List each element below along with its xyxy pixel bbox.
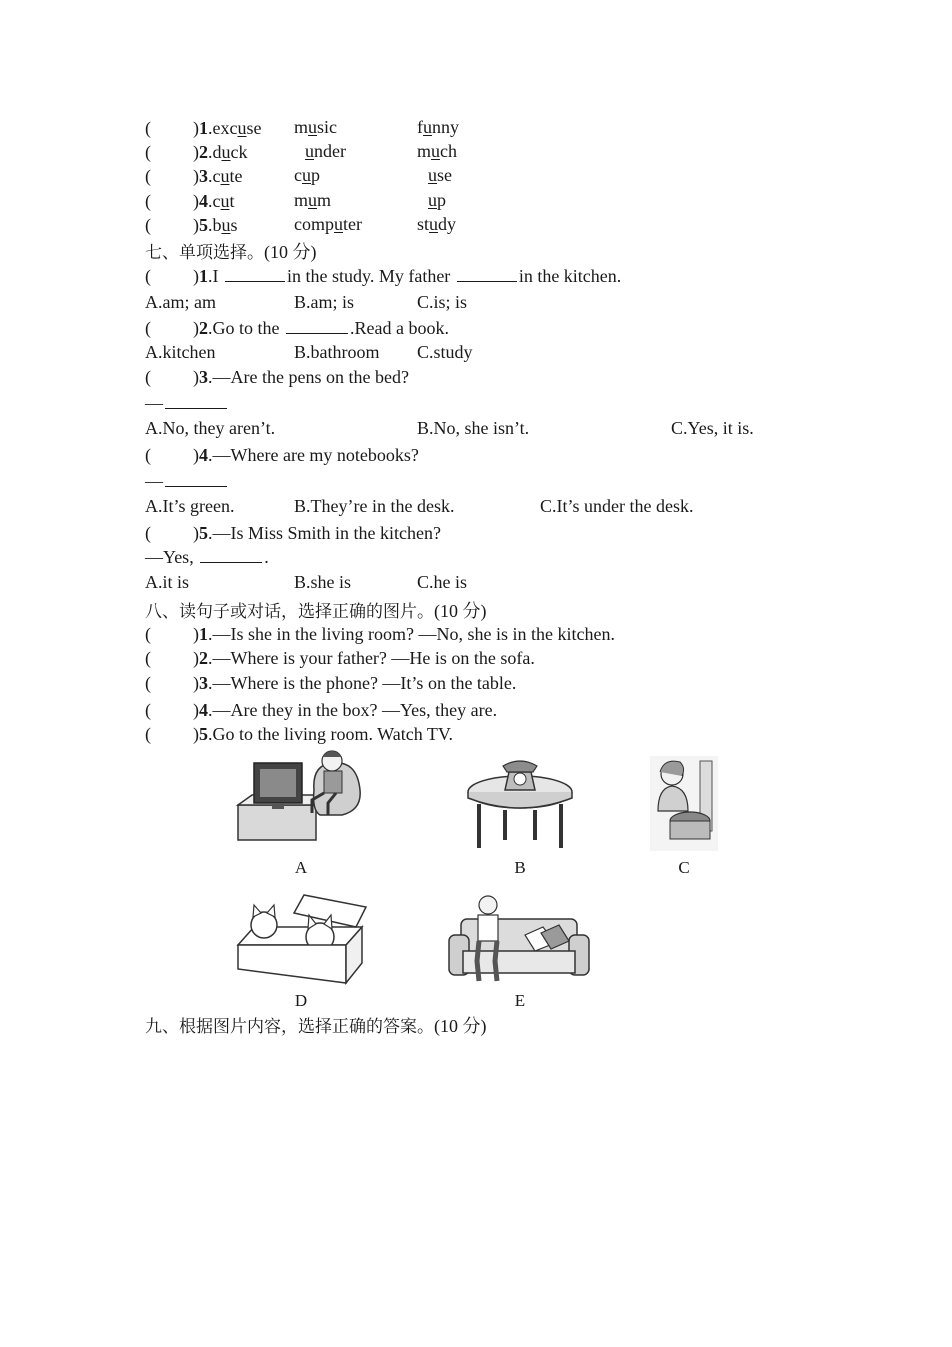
answer-paren[interactable]: ( [145, 191, 151, 211]
answer-paren[interactable]: ( [145, 215, 151, 235]
question-7-4: ( )4.—Where are my notebooks? [145, 445, 419, 465]
phonics-row-2: ( )2.duck [145, 142, 248, 162]
answer-blank[interactable] [225, 267, 285, 282]
phonics-row-3: ( )3.cute [145, 166, 243, 186]
option-a: A.kitchen [145, 342, 216, 362]
phonics-row-4: ( )4.cut [145, 191, 235, 211]
option-c: C.Yes, it is. [671, 418, 754, 438]
question-8-3: ( )3.—Where is the phone? —It’s on the table. [145, 673, 517, 693]
man-on-sofa-icon [443, 893, 595, 988]
answer-blank[interactable] [200, 548, 262, 563]
phonics-word: music [294, 117, 338, 137]
picture-label-a: A [294, 858, 308, 877]
picture-label-c: C [678, 858, 690, 877]
phonics-word: much [417, 141, 458, 161]
phonics-word: mum [294, 190, 332, 210]
phonics-row-5: ( )5.bus [145, 215, 238, 235]
phone-on-table-icon [465, 752, 575, 852]
picture-label-d: D [294, 991, 308, 1010]
answer-paren[interactable]: ( [145, 367, 151, 387]
answer-paren[interactable]: ( [145, 523, 151, 543]
option-b: B.am; is [294, 292, 355, 312]
option-c: C.study [417, 342, 473, 362]
phonics-word: use [428, 165, 452, 185]
answer-blank[interactable] [457, 267, 517, 282]
answer-paren[interactable]: ( [145, 266, 151, 286]
answer-blank[interactable] [286, 319, 348, 334]
answer-line: —Yes, . [145, 547, 269, 567]
answer-paren[interactable]: ( [145, 166, 151, 186]
answer-paren[interactable]: ( [145, 118, 151, 138]
option-a: A.No, they aren’t. [145, 418, 276, 438]
question-7-3: ( )3.—Are the pens on the bed? [145, 367, 409, 387]
option-c: C.he is [417, 572, 468, 592]
phonics-word: computer [294, 214, 362, 234]
option-b: B.bathroom [294, 342, 380, 362]
option-b: B.They’re in the desk. [294, 496, 455, 516]
answer-paren[interactable]: ( [145, 648, 151, 668]
option-c: C.is; is [417, 292, 468, 312]
option-a: A.It’s green. [145, 496, 235, 516]
option-c: C.It’s under the desk. [540, 496, 694, 516]
option-b: B.she is [294, 572, 352, 592]
question-7-2: ( )2.Go to the .Read a book. [145, 318, 449, 338]
option-a: A.it is [145, 572, 190, 592]
answer-line: — [145, 471, 229, 492]
section-8-heading: 八、读句子或对话，选择正确的图片。(10 分) [145, 601, 487, 622]
phonics-word: cup [294, 165, 320, 185]
option-b: B.No, she isn’t. [417, 418, 530, 438]
phonics-word: funny [417, 117, 459, 137]
picture-label-b: B [514, 858, 526, 877]
answer-blank[interactable] [165, 394, 227, 409]
answer-paren[interactable]: ( [145, 318, 151, 338]
question-8-5: ( )5.Go to the living room. Watch TV. [145, 724, 454, 744]
answer-paren[interactable]: ( [145, 142, 151, 162]
question-7-5: ( )5.—Is Miss Smith in the kitchen? [145, 523, 441, 543]
question-8-2: ( )2.—Where is your father? —He is on the sofa. [145, 648, 535, 668]
answer-paren[interactable]: ( [145, 445, 151, 465]
section-7-heading: 七、单项选择。(10 分) [145, 242, 317, 263]
answer-line: — [145, 393, 229, 414]
answer-blank[interactable] [165, 472, 227, 487]
answer-paren[interactable]: ( [145, 673, 151, 693]
section-9-heading: 九、根据图片内容，选择正确的答案。(10 分) [145, 1016, 487, 1037]
answer-paren[interactable]: ( [145, 724, 151, 744]
question-7-1: ( )1.I in the study. My father in the kitchen. [145, 266, 622, 286]
phonics-word: study [417, 214, 457, 234]
question-8-1: ( )1.—Is she in the living room? —No, she is in the kitchen. [145, 624, 615, 644]
picture-label-e: E [514, 991, 526, 1010]
question-8-4: ( )4.—Are they in the box? —Yes, they are. [145, 700, 498, 720]
phonics-row-1: ( )1.excuse [145, 118, 262, 138]
option-a: A.am; am [145, 292, 216, 312]
phonics-word: up [428, 190, 446, 210]
woman-cooking-icon [650, 756, 718, 851]
answer-paren[interactable]: ( [145, 700, 151, 720]
cats-in-box-icon [234, 893, 370, 988]
answer-paren[interactable]: ( [145, 624, 151, 644]
phonics-word: under [305, 141, 346, 161]
boy-watching-tv-icon [232, 745, 367, 855]
